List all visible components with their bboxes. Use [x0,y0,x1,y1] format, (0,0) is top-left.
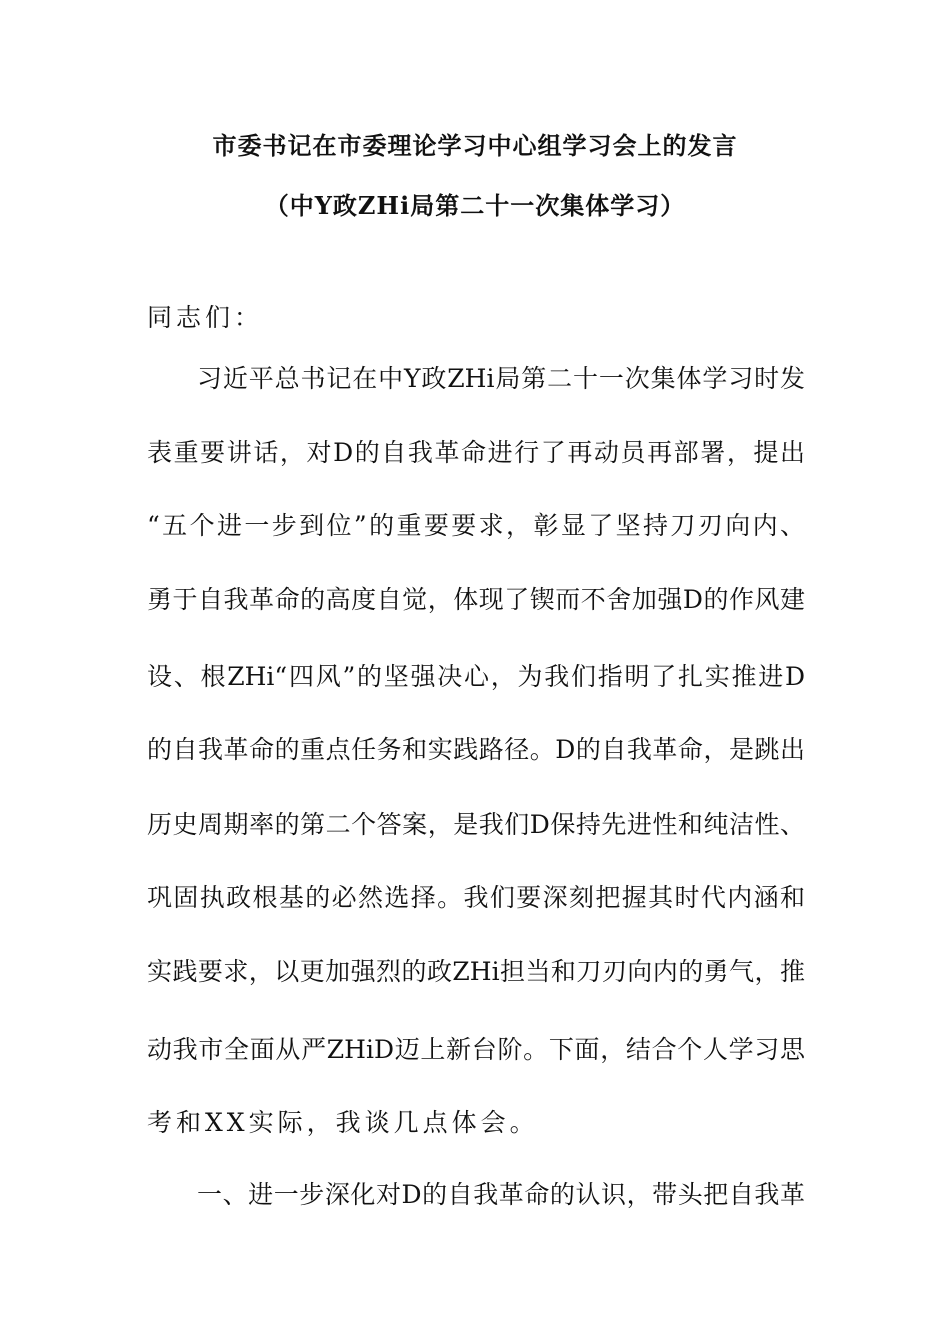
paragraph-line: 动我市全面从严ZHiD迈上新台阶。下面，结合个人学习思 [147,1035,805,1064]
paragraph-line: 实践要求，以更加强烈的政ZHi担当和刀刃向内的勇气，推 [147,957,805,986]
paragraph-line: 考和XX实际，我谈几点体会。 [147,1108,539,1137]
salutation: 同志们： [147,303,264,332]
paragraph-line: 历史周期率的第二个答案，是我们D保持先进性和纯洁性、 [147,810,805,839]
paragraph-line: “五个进一步到位”的重要要求，彰显了坚持刀刃向内、 [147,511,805,540]
section-heading-line: 一、进一步深化对D的自我革命的认识，带头把自我革 [197,1180,805,1209]
paragraph-line: 表重要讲话，对D的自我革命进行了再动员再部署，提出 [147,438,805,467]
document-subtitle: （中Y政ZHi局第二十一次集体学习） [264,191,686,220]
paragraph-line: 巩固执政根基的必然选择。我们要深刻把握其时代内涵和 [147,883,805,912]
document-title: 市委书记在市委理论学习中心组学习会上的发言 [212,131,738,160]
paragraph-line: 的自我革命的重点任务和实践路径。D的自我革命，是跳出 [147,735,805,764]
paragraph-line: 习近平总书记在中Y政ZHi局第二十一次集体学习时发 [197,364,805,393]
paragraph-line: 勇于自我革命的高度自觉，体现了锲而不舍加强D的作风建 [147,585,805,614]
paragraph-line: 设、根ZHi“四风”的坚强决心，为我们指明了扎实推进D [147,662,805,691]
